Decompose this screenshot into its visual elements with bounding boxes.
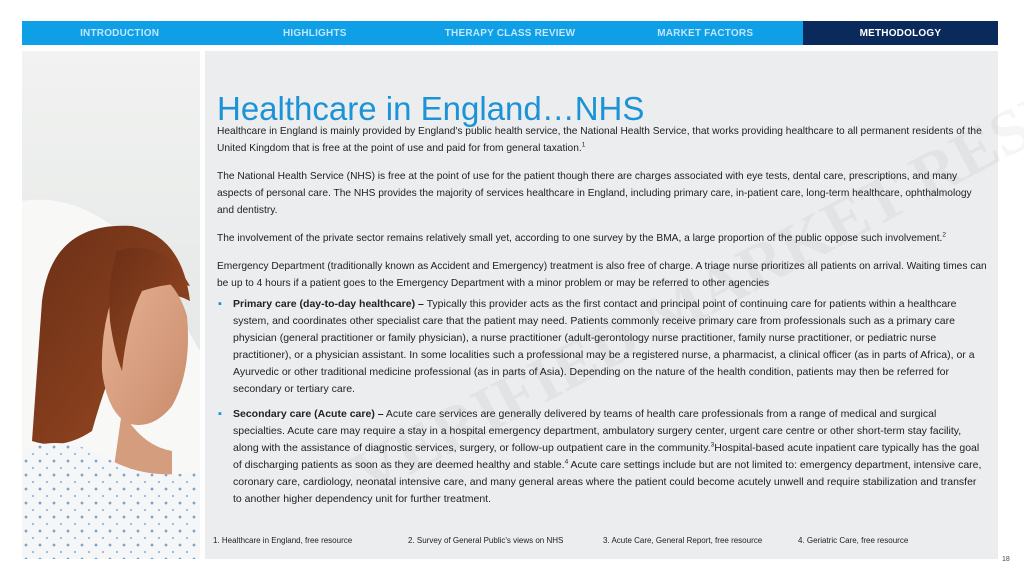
- nav-tab-highlights[interactable]: HIGHLIGHTS: [282, 27, 347, 39]
- reference-1: 1. Healthcare in England, free resource: [213, 536, 353, 545]
- reference-3: 3. Acute Care, General Report, free resource: [603, 536, 763, 545]
- care-bullet-list: [217, 296, 987, 508]
- bullet-heading: Primary care (day-to-day healthcare) –: [233, 298, 424, 310]
- list-item: ▪ Primary care (day-to-day healthcare) – Typically this provider acts as the first contact and principal point of continuing care for patients within a healthcare system, and coordinates other specialist care that the patient may need. Patients commonly receive primary care from professionals such as a primary care physician (general practitioner or family physician), a nurse practitioner (adult-gerontology nurse practitioner, family nurse practitioner, or pediatric nurse practitioner), or a physician assistant. In some localities such a professional may be a registered nurse, a pharmacist, a clinical officer (as in parts of Africa), or a Ayurvedic or other traditional medicine professional (as in parts of Asia). Depending on the nature of the health condition, patients may then be referred for secondary or tertiary care.: [218, 298, 975, 395]
- bullet-heading: Secondary care (Acute care) –: [233, 408, 384, 420]
- paragraph-2: The National Health Service (NHS) is free at the point of use for the patient though there are charges associated with eye tests, dental care, prescriptions, and many aspects of personal care. The NHS provides the majority of services healthcare in England, including primary care, in-patient care, long-term healthcare, ophthalmology and dentistry.: [217, 171, 972, 216]
- nav-tab-introduction[interactable]: INTRODUCTION: [80, 27, 160, 39]
- top-navigation: [22, 21, 998, 45]
- page-title: Healthcare in England…NHS: [217, 90, 645, 128]
- nav-tab-methodology[interactable]: METHODOLOGY: [803, 21, 998, 45]
- square-bullet-icon: ▪: [218, 298, 222, 310]
- nav-tab-therapy-class-review[interactable]: THERAPY CLASS REVIEW: [444, 27, 576, 39]
- patient-photo: [22, 51, 200, 559]
- paragraph-1: Healthcare in England is mainly provided by England's public health service, the National Health Service, that works providing healthcare to all permanent residents of the United Kingdom that is free at the point of use and paid for from general taxation.$^1$: [217, 126, 982, 154]
- references: [213, 536, 993, 545]
- reference-2: 2. Survey of General Public's views on NHS: [408, 536, 564, 545]
- body-text: [217, 123, 987, 516]
- nav-tab-market-factors[interactable]: MARKET FACTORS: [657, 27, 754, 39]
- paragraph-3: The involvement of the private sector remains relatively small yet, according to one survey by the BMA, a large proportion of the public oppose such involvement.$^2$: [217, 231, 947, 244]
- list-item: ▪ Secondary care (Acute care) – Acute care services are generally delivered by teams of health care professionals from a range of medical and surgical specialties. Acute care may require a stay in a hospital emergency department, ambulatory surgery center, urgent care centre or other short-term stay facility, along with the assistance of diagnostic services, surgery, or follow-up outpatient care in the community.$^3$Hospital-based acute inpatient care typically has the goal of discharging patients as soon as they are deemed healthy and stable.$^4$ Acute care settings include but are not limited to: emergency department, intensive care, coronary care, cardiology, neonatal intensive care, and many general areas where the patient could become acutely unwell and require stabilization and transfer to another higher dependency unit for further treatment.: [218, 408, 982, 505]
- square-bullet-icon: ▪: [218, 408, 222, 420]
- paragraph-4: Emergency Department (traditionally known as Accident and Emergency) treatment is also free of charge. A triage nurse prioritizes all patients on arrival. Waiting times can be up to 4 hours if a patient goes to the Emergency Department with a minor problem or may be referred to other agencies: [217, 261, 987, 289]
- patient-illustration: [22, 51, 200, 559]
- reference-4: 4. Geriatric Care, free resource: [798, 536, 909, 545]
- page-number: 18: [1002, 556, 1010, 563]
